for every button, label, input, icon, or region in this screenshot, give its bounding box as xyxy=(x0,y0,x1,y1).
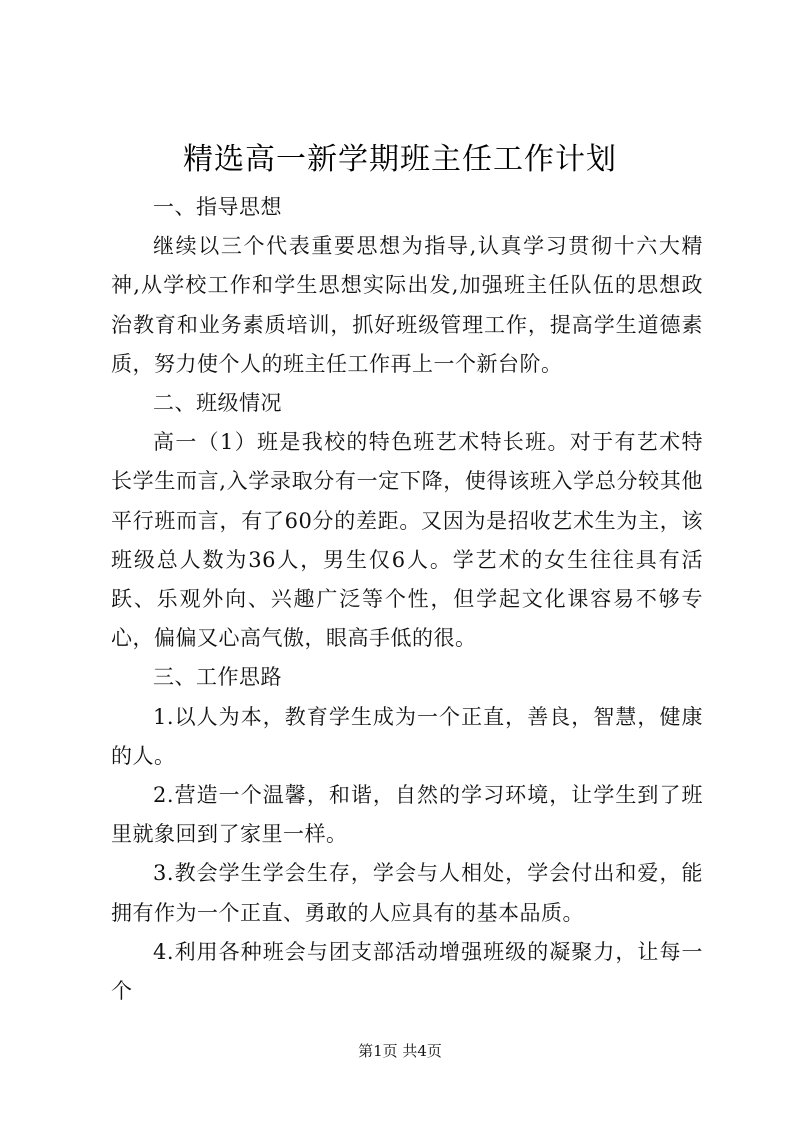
section-heading-work-approach: 三、工作思路 xyxy=(153,665,282,690)
list-item-4: 4.利用各种班会与团支部活动增强班级的凝聚力，让每一个 xyxy=(111,939,703,1004)
paragraph-class-situation: 高一（1）班是我校的特色班艺术特长班。对于有艺术特长学生而言,入学录取分有一定下降，使得该班入学总分较其他平行班而言，有了60分的差距。又因为是招收艺术生为主，该班级总人数为36人，男生仅6人。学艺术的女生往往具有活跃、乐观外向、兴趣广泛等个性，但学起文化课容易不够专心，偏偏又心高气傲，眼高手低的很。 xyxy=(111,430,703,651)
section-heading-class-situation: 二、班级情况 xyxy=(153,391,282,416)
list-item-1: 1.以人为本，教育学生成为一个正直，善良，智慧，健康的人。 xyxy=(111,704,703,768)
section-heading-guiding-thought: 一、指导思想 xyxy=(153,195,282,219)
document-title: 精选高一新学期班主任工作计划 xyxy=(183,142,617,177)
document-body xyxy=(111,188,703,1011)
list-item-3: 3.教会学生学会生存，学会与人相处，学会付出和爱，能拥有作为一个正直、勇敢的人应具有的基本品质。 xyxy=(111,861,703,925)
paragraph-guiding-thought: 继续以三个代表重要思想为指导,认真学习贯彻十六大精神,从学校工作和学生思想实际出发,加强班主任队伍的思想政治教育和业务素质培训，抓好班级管理工作，提高学生道德素质，努力使个人的班主任工作再上一个新台阶。 xyxy=(111,234,703,376)
page-footer: 第1页 共4页 xyxy=(358,1042,442,1060)
list-item-2: 2.营造一个温馨，和谐，自然的学习环境，让学生到了班里就象回到了家里一样。 xyxy=(111,783,703,847)
